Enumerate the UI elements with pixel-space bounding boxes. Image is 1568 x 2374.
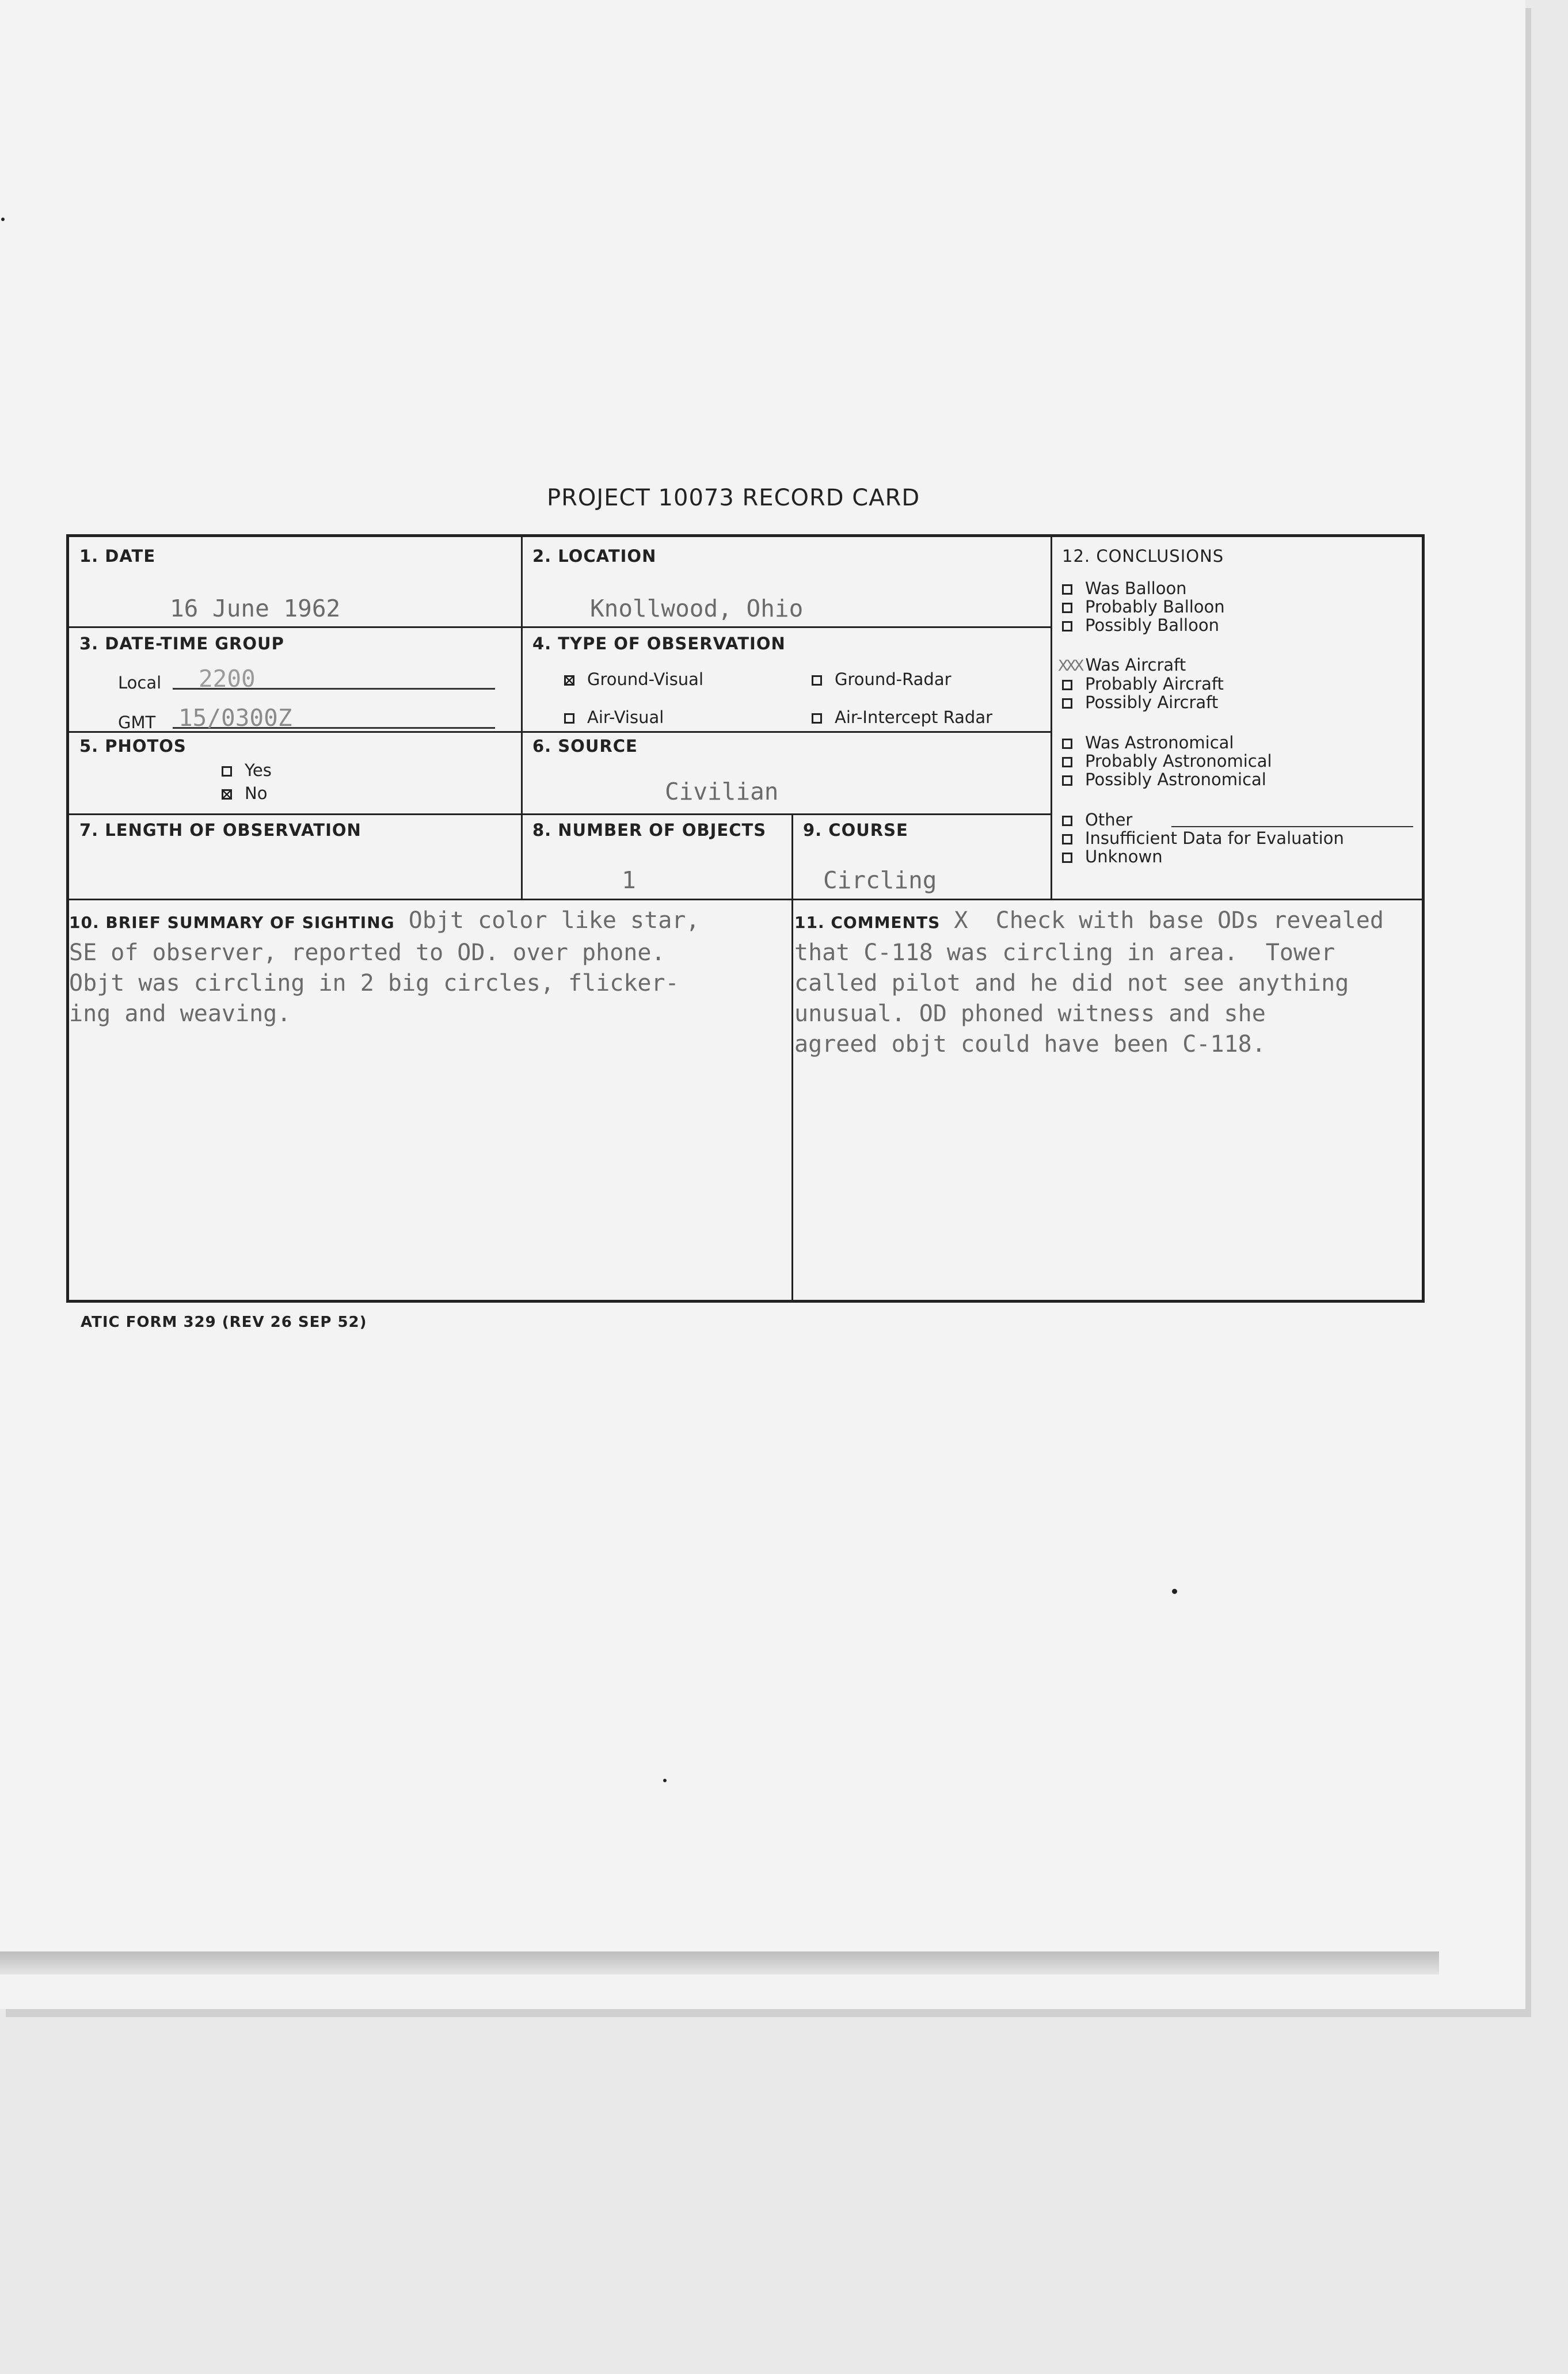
checkbox-icon [222,789,232,800]
option-label: Ground-Visual [587,669,704,689]
conclusion-item[interactable] [1062,674,1224,694]
option-ground-visual[interactable] [564,669,703,689]
conclusion-item[interactable] [1062,847,1163,866]
summary-line: ing and weaving. [69,1000,291,1027]
number-of-objects-value: 1 [622,866,636,894]
conclusion-label: Unknown [1085,847,1163,866]
photos-label: 5. PHOTOS [79,736,187,756]
conclusion-item[interactable] [1062,733,1234,752]
option-air-visual[interactable] [564,707,664,727]
checkbox-icon [1062,698,1072,709]
date-time-group-label: 3. DATE-TIME GROUP [79,634,284,653]
course-label: 9. COURSE [803,820,908,840]
option-air-intercept-radar[interactable] [812,707,992,727]
local-value: 2200 [199,665,256,693]
brief-summary-label: 10. BRIEF SUMMARY OF SIGHTING [69,913,395,932]
conclusion-item[interactable] [1062,770,1266,789]
other-underline [1171,826,1413,827]
conclusion-label: Was Astronomical [1085,733,1234,752]
checkbox-icon [222,766,232,777]
conclusion-item[interactable] [1062,615,1219,635]
checkbox-icon [1062,757,1072,767]
brief-summary [69,906,699,1029]
page-edge-shadow [0,1951,1439,1974]
conclusion-label: Probably Balloon [1085,597,1225,617]
form-number: ATIC FORM 329 (REV 26 SEP 52) [81,1314,367,1331]
option-label: No [245,783,268,803]
comment-line: agreed objt could have been C-118. [794,1031,1266,1057]
checkbox-icon [812,675,822,686]
divider [69,899,1422,900]
photos-no[interactable] [222,783,267,803]
divider [791,813,793,1303]
check-mark: XXX [1058,657,1082,675]
option-label: Air-Visual [587,707,664,727]
date-value: 16 June 1962 [170,595,341,622]
checkbox-icon [1062,834,1072,844]
option-label: Air-Intercept Radar [835,707,993,727]
course-value: Circling [823,866,937,894]
comments-label: 11. COMMENTS [794,913,941,932]
summary-line: Objt was circling in 2 big circles, flicker- [69,970,679,996]
conclusion-label: Was Aircraft [1085,655,1186,675]
conclusion-label: Possibly Balloon [1085,615,1219,635]
divider [69,626,1051,628]
checkbox-icon [1062,603,1072,613]
checkbox-icon [1062,775,1072,786]
checkbox-icon [1062,853,1072,863]
divider [69,813,1051,815]
conclusion-label: Probably Aircraft [1085,674,1224,694]
divider [1051,537,1052,900]
checkbox-icon [1062,816,1072,826]
option-label: Yes [245,760,272,780]
conclusion-item[interactable] [1062,810,1132,830]
dust-speck [1172,1589,1177,1594]
checkbox-icon [1062,680,1072,690]
form-title: PROJECT 10073 RECORD CARD [547,485,920,511]
dust-speck [1,218,5,221]
local-label: Local [118,673,162,693]
comment-line: that C-118 was circling in area. Tower [794,939,1335,966]
source-label: 6. SOURCE [532,736,638,756]
comment-line: unusual. OD phoned witness and she [794,1000,1266,1027]
photos-yes[interactable] [222,760,272,780]
conclusion-item[interactable] [1062,751,1272,771]
checkbox-icon [812,713,822,724]
length-of-observation-label: 7. LENGTH OF OBSERVATION [79,820,361,840]
record-card [66,534,1425,1303]
source-value: Civilian [665,778,779,805]
summary-line: Objt color like star, [408,907,700,934]
type-of-observation-label: 4. TYPE OF OBSERVATION [532,634,786,653]
checkbox-icon [564,713,574,724]
conclusion-item[interactable] [1062,828,1344,848]
gmt-label: GMT [118,713,156,732]
conclusion-label: Insufficient Data for Evaluation [1085,828,1344,848]
conclusion-item[interactable] [1062,693,1218,712]
location-label: 2. LOCATION [532,546,657,566]
conclusion-label: Possibly Aircraft [1085,693,1219,712]
comment-line: called pilot and he did not see anything [794,970,1349,996]
number-of-objects-label: 8. NUMBER OF OBJECTS [532,820,767,840]
comment-line: Check with base ODs revealed [995,907,1384,934]
conclusions-label: 12. CONCLUSIONS [1062,546,1224,566]
conclusion-label: Other [1085,810,1133,830]
location-value: Knollwood, Ohio [590,595,804,622]
conclusion-item[interactable] [1058,655,1186,675]
checkbox-icon [1062,739,1072,749]
conclusion-label: Probably Astronomical [1085,751,1272,771]
dust-speck [663,1779,667,1782]
checkbox-icon [564,675,574,686]
conclusion-item[interactable] [1062,579,1187,598]
conclusion-label: Possibly Astronomical [1085,770,1266,789]
summary-line: SE of observer, reported to OD. over phone. [69,939,665,966]
checkbox-icon [1062,584,1072,595]
option-label: Ground-Radar [835,669,952,689]
comments [794,906,1384,1060]
date-label: 1. DATE [79,546,156,566]
option-ground-radar[interactable] [812,669,952,689]
conclusion-item[interactable] [1062,597,1225,617]
conclusion-label: Was Balloon [1085,579,1187,598]
comments-mark: X [954,907,968,934]
divider [521,537,523,900]
gmt-value: 15/0300Z [178,704,292,732]
checkbox-icon [1062,621,1072,631]
